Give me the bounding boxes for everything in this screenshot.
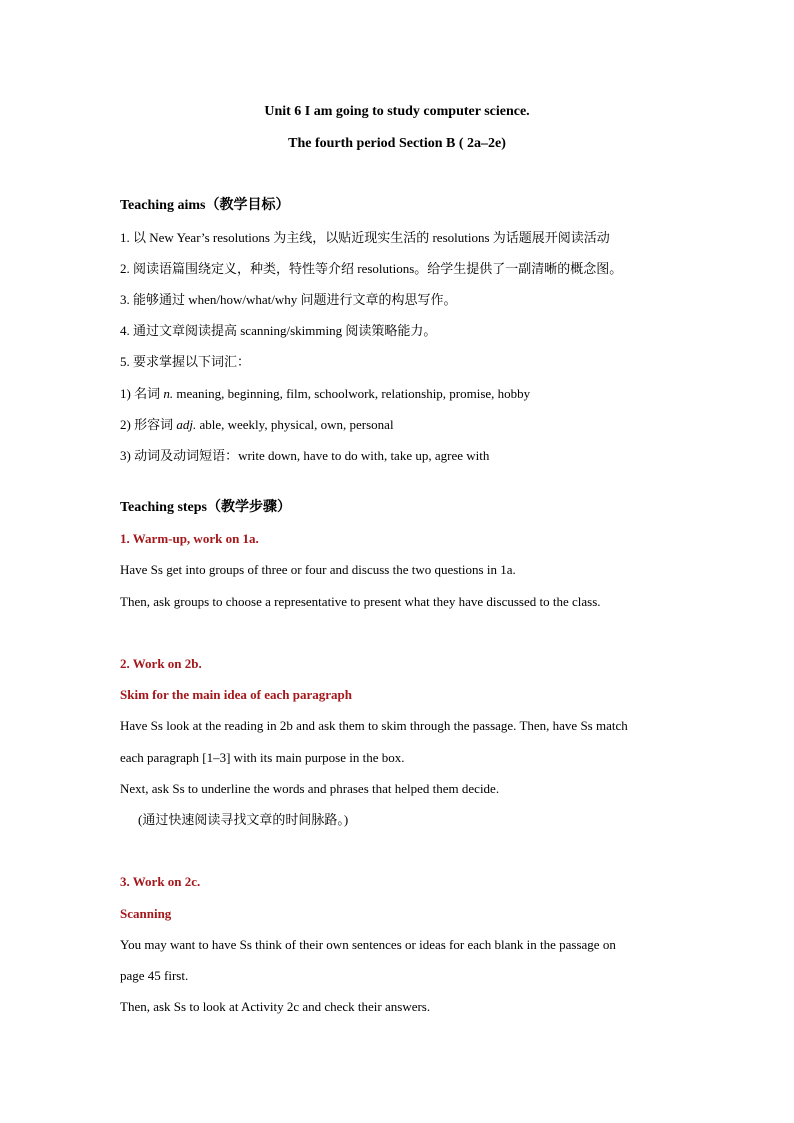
aim-item-3: 3. 能够通过 when/how/what/why 问题进行文章的构思写作。 xyxy=(120,292,457,307)
step-1-title: 1. Warm-up, work on 1a. xyxy=(120,531,259,546)
aim-item-4: 4. 通过文章阅读提高 scanning/skimming 阅读策略能力。 xyxy=(120,323,437,338)
step-1-paragraph-2: Then, ask groups to choose a representative to present what they have discussed to the class. xyxy=(120,594,601,609)
vocab-adj-words: able, weekly, physical, own, personal xyxy=(196,417,394,432)
step-3-title: 3. Work on 2c. xyxy=(120,874,201,889)
step-2-paragraph-2: each paragraph [1–3] with its main purpose in the box. xyxy=(120,750,405,765)
vocab-nouns-abbr: n. xyxy=(163,386,174,401)
step-3-paragraph-1: You may want to have Ss think of their own sentences or ideas for each blank in the passage on xyxy=(120,937,616,952)
step-3-paragraph-2: page 45 first. xyxy=(120,968,189,983)
aim-item-5: 5. 要求掌握以下词汇： xyxy=(120,354,251,369)
vocab-nouns-prefix: 1) 名词 xyxy=(120,386,164,401)
vocab-adj-prefix: 2) 形容词 xyxy=(120,417,177,432)
step-2-paragraph-1: Have Ss look at the reading in 2b and ask them to skim through the passage. Then, have Ss match xyxy=(120,718,628,733)
vocab-verbs: 3) 动词及动词短语：write down, have to do with, take up, agree with xyxy=(120,448,490,463)
step-3-paragraph-3: Then, ask Ss to look at Activity 2c and check their answers. xyxy=(120,999,431,1014)
step-2-note: (通过快速阅读寻找文章的时间脉路。) xyxy=(138,812,349,827)
teaching-aims-heading: Teaching aims（教学目标） xyxy=(120,198,290,213)
vocab-adj-abbr: adj. xyxy=(176,417,197,432)
step-1-paragraph-1: Have Ss get into groups of three or four and discuss the two questions in 1a. xyxy=(120,562,516,577)
vocab-nouns-words: meaning, beginning, film, schoolwork, relationship, promise, hobby xyxy=(173,386,531,401)
teaching-steps-heading: Teaching steps（教学步骤） xyxy=(120,500,292,515)
step-2-subtitle: Skim for the main idea of each paragraph xyxy=(120,687,352,702)
document-title: Unit 6 I am going to study computer science. xyxy=(264,104,530,119)
document-subtitle: The fourth period Section B ( 2a–2e) xyxy=(288,136,506,151)
vocab-nouns xyxy=(120,385,680,403)
aim-item-1: 1. 以 New Year’s resolutions 为主线，以贴近现实生活的 resolutions 为话题展开阅读活动 xyxy=(120,230,610,245)
step-2-title: 2. Work on 2b. xyxy=(120,656,202,671)
vocab-adjectives xyxy=(120,416,680,434)
step-3-subtitle: Scanning xyxy=(120,906,172,921)
step-2-paragraph-3: Next, ask Ss to underline the words and phrases that helped them decide. xyxy=(120,781,500,796)
aim-item-2: 2. 阅读语篇围绕定义，种类，特性等介绍 resolutions。给学生提供了一副清晰的概念图。 xyxy=(120,261,623,276)
